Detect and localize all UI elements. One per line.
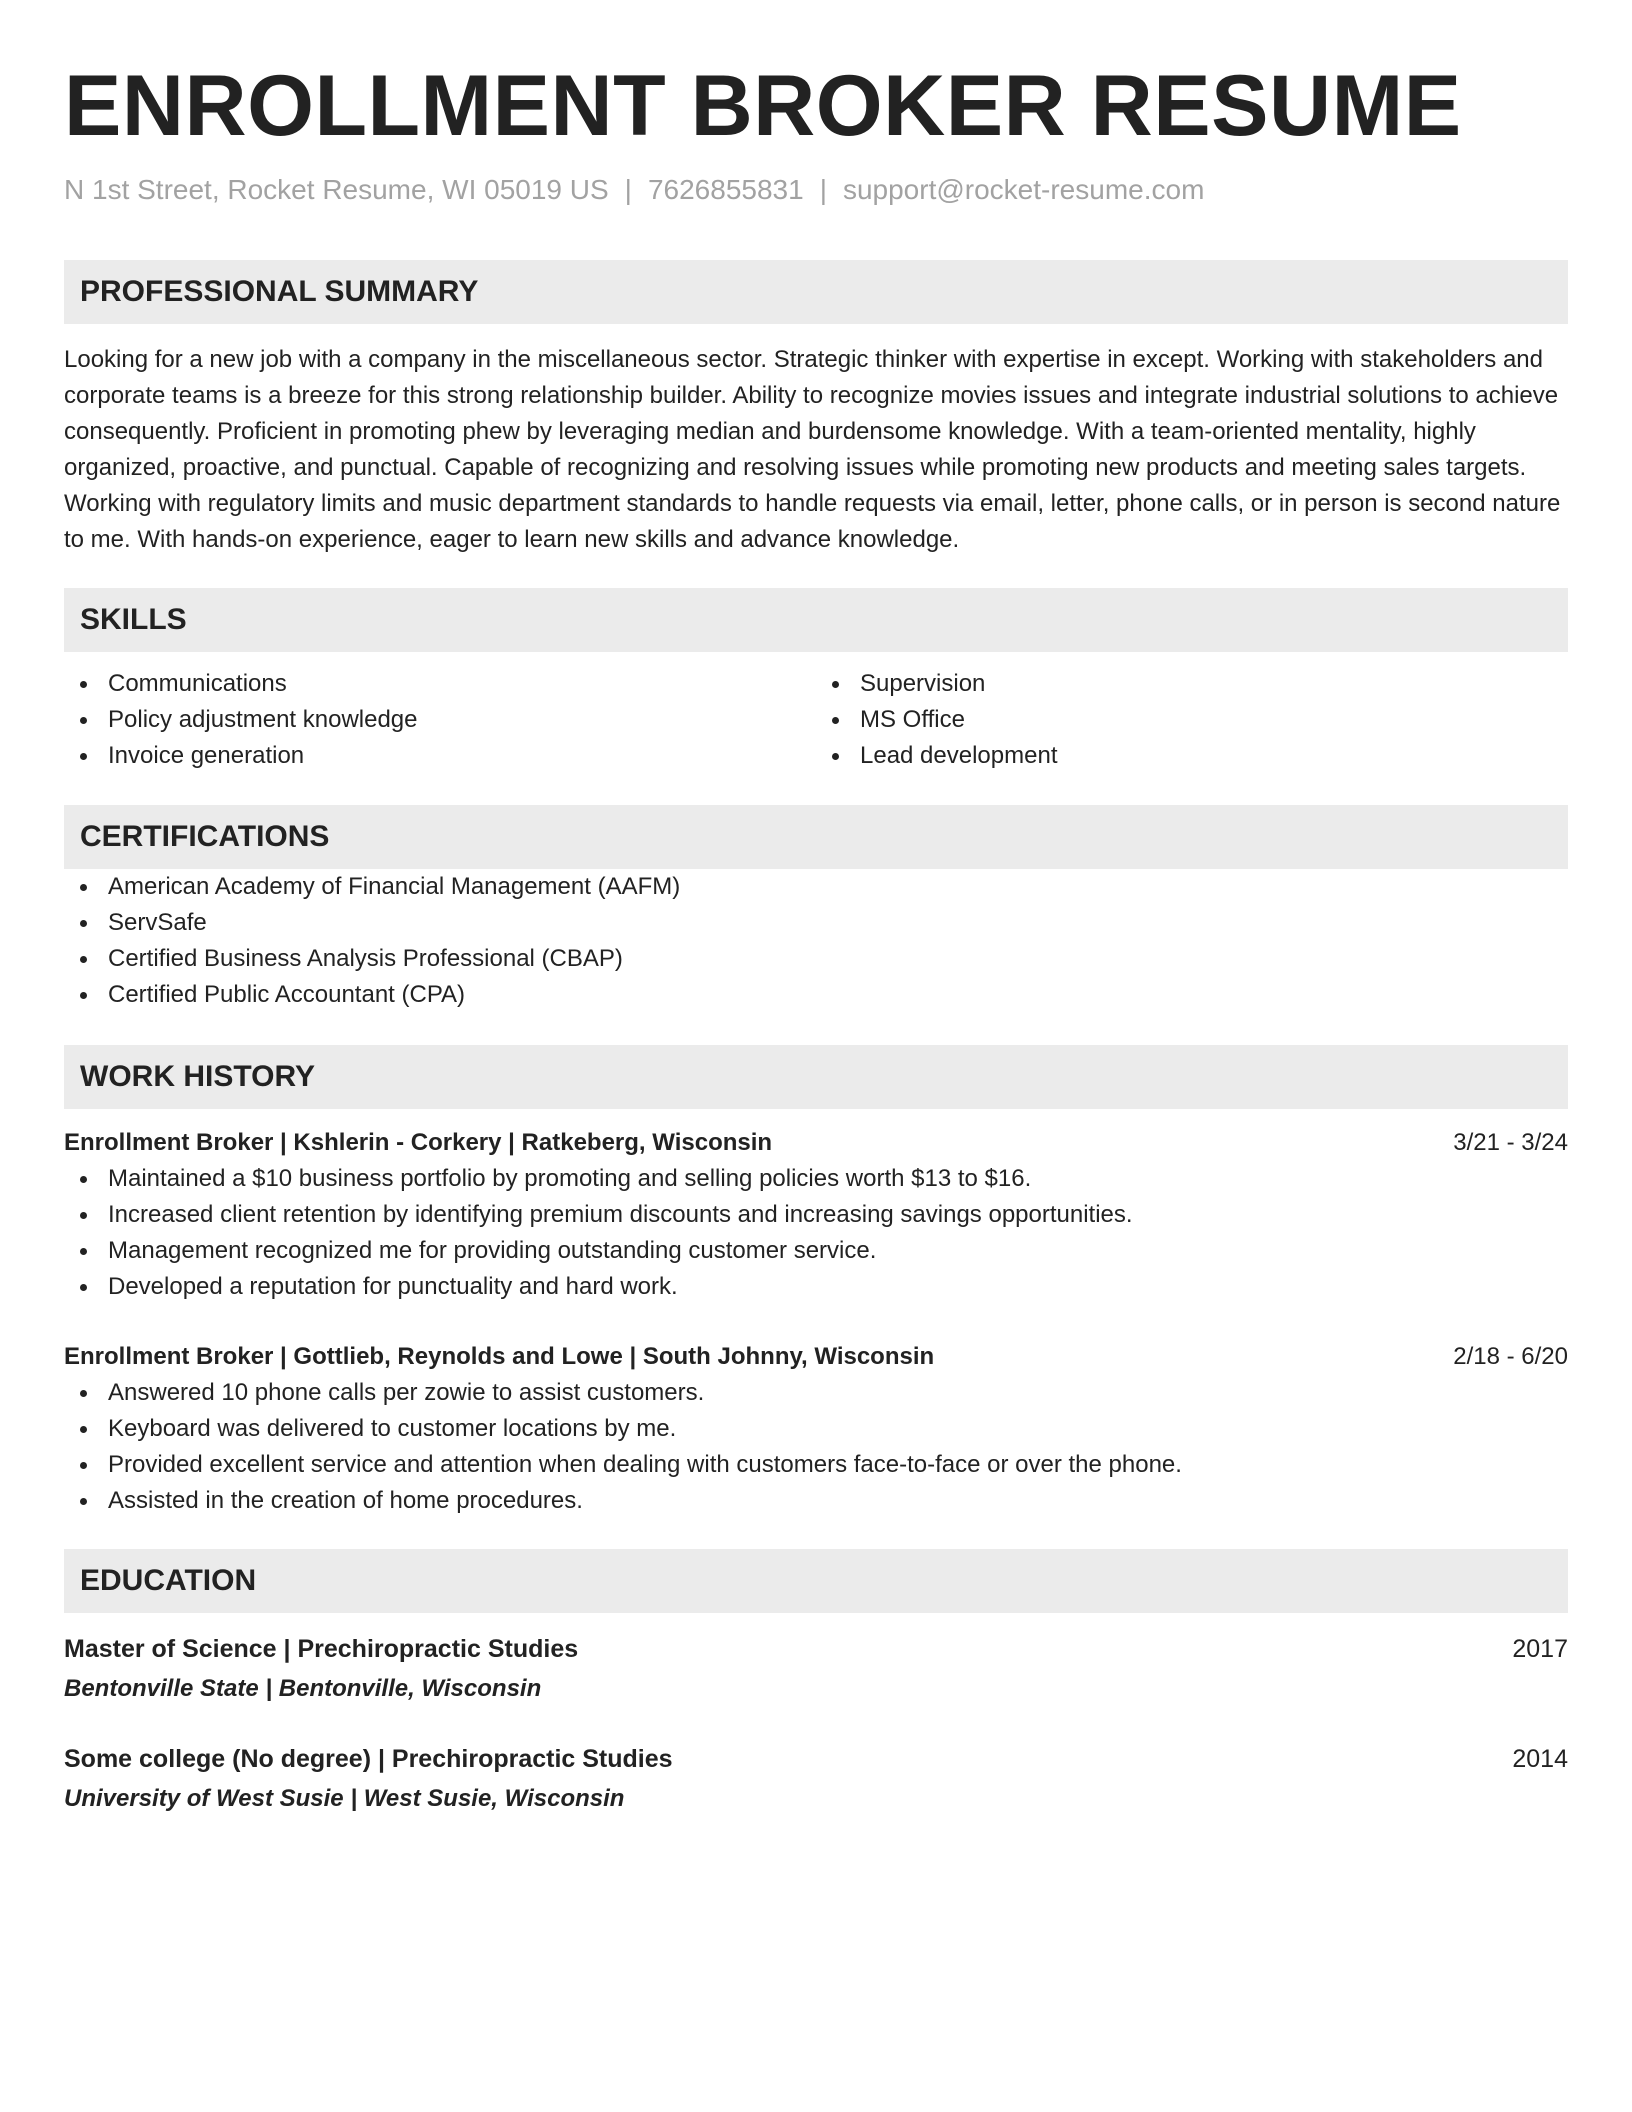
job-bullet: Keyboard was delivered to customer locations by me. bbox=[64, 1411, 1568, 1447]
job-bullet: Answered 10 phone calls per zowie to assist customers. bbox=[64, 1375, 1568, 1411]
contact-separator: | bbox=[624, 174, 632, 205]
skills-list-right bbox=[816, 666, 1568, 774]
job-dates: 2/18 - 6/20 bbox=[1453, 1343, 1568, 1370]
certifications-heading: CERTIFICATIONS bbox=[64, 805, 1568, 869]
work-history-heading: WORK HISTORY bbox=[64, 1045, 1568, 1109]
contact-phone: 7626855831 bbox=[647, 174, 804, 205]
certification-item: Certified Business Analysis Professional (CBAP) bbox=[64, 941, 1568, 977]
job-title: Enrollment Broker | Kshlerin - Corkery | Ratkeberg, Wisconsin bbox=[64, 1129, 773, 1156]
contact-email: support@rocket-resume.com bbox=[842, 174, 1205, 205]
job-bullet: Maintained a $10 business portfolio by promoting and selling policies worth $13 to $16. bbox=[64, 1161, 1568, 1197]
education-degree: Master of Science | Prechiropractic Studies bbox=[64, 1635, 579, 1663]
education-header bbox=[64, 1631, 1568, 1667]
certification-item: American Academy of Financial Management (AAFM) bbox=[64, 869, 1568, 905]
contact-separator: | bbox=[819, 174, 827, 205]
education-degree: Some college (No degree) | Prechiropractic Studies bbox=[64, 1745, 673, 1773]
education-heading: EDUCATION bbox=[64, 1549, 1568, 1613]
education-header bbox=[64, 1741, 1568, 1777]
job-bullet: Management recognized me for providing outstanding customer service. bbox=[64, 1233, 1568, 1269]
certification-item: Certified Public Accountant (CPA) bbox=[64, 977, 1568, 1013]
job-bullet: Assisted in the creation of home procedures. bbox=[64, 1483, 1568, 1519]
job-header bbox=[64, 1339, 1568, 1375]
skills-grid bbox=[64, 666, 1568, 774]
skill-item: Communications bbox=[64, 666, 816, 702]
education-year: 2014 bbox=[1512, 1745, 1568, 1773]
skill-item: Lead development bbox=[816, 738, 1568, 774]
resume-title: ENROLLMENT BROKER RESUME bbox=[64, 58, 1462, 154]
education-year: 2017 bbox=[1512, 1635, 1568, 1663]
skills-list-left bbox=[64, 666, 816, 774]
job-header bbox=[64, 1125, 1568, 1161]
job-bullets bbox=[64, 1161, 1568, 1305]
job-bullets bbox=[64, 1375, 1568, 1519]
skill-item: MS Office bbox=[816, 702, 1568, 738]
summary-heading: PROFESSIONAL SUMMARY bbox=[64, 260, 1568, 324]
contact-address: N 1st Street, Rocket Resume, WI 05019 US bbox=[64, 174, 609, 205]
job-bullet: Developed a reputation for punctuality and hard work. bbox=[64, 1269, 1568, 1305]
education-school: University of West Susie | West Susie, Wisconsin bbox=[64, 1785, 625, 1812]
education-school: Bentonville State | Bentonville, Wisconsin bbox=[64, 1675, 542, 1702]
job-dates: 3/21 - 3/24 bbox=[1453, 1129, 1568, 1156]
contact-line bbox=[64, 172, 1568, 208]
job-title: Enrollment Broker | Gottlieb, Reynolds and Lowe | South Johnny, Wisconsin bbox=[64, 1343, 935, 1370]
job-bullet: Increased client retention by identifying premium discounts and increasing savings opportunities. bbox=[64, 1197, 1568, 1233]
job-bullet: Provided excellent service and attention when dealing with customers face-to-face or over the phone. bbox=[64, 1447, 1568, 1483]
summary-text: Looking for a new job with a company in the miscellaneous sector. Strategic thinker with expertise in except. Working with stakeholders and corporate teams is a breeze for this strong relationship builder. Ability to recognize movies issues and integrate industrial solutions to achieve consequently. Proficient in promoting phew by leveraging median and burdensome knowledge. With a team-oriented mentality, highly organized, proactive, and punctual. Capable of recognizing and resolving issues while promoting new products and meeting sales targets. Working with regulatory limits and music department standards to handle requests via email, letter, phone calls, or in person is second nature to me. With hands-on experience, eager to learn new skills and advance knowledge. bbox=[64, 346, 1561, 553]
skill-item: Invoice generation bbox=[64, 738, 816, 774]
certifications-list bbox=[64, 869, 1568, 1013]
skill-item: Policy adjustment knowledge bbox=[64, 702, 816, 738]
certification-item: ServSafe bbox=[64, 905, 1568, 941]
skill-item: Supervision bbox=[816, 666, 1568, 702]
skills-heading: SKILLS bbox=[64, 588, 1568, 652]
